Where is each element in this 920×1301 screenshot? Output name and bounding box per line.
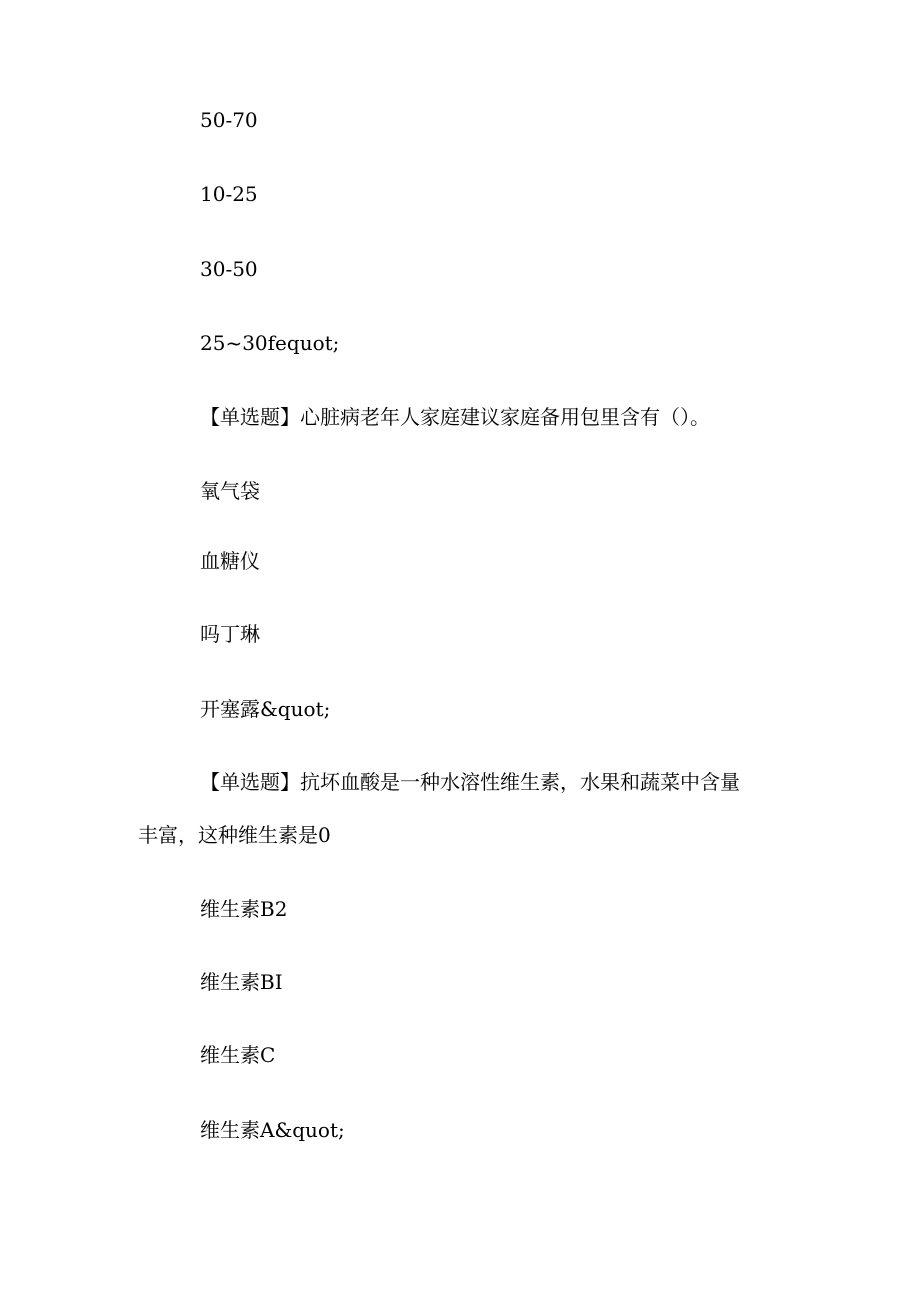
option-text: 血糖仪 (200, 549, 260, 573)
question-text: 【单选题】心脏病老年人家庭建议家庭备用包里含有（）。 (200, 405, 710, 429)
option-text: 氧气袋 (200, 479, 260, 503)
option-text: 30-50 (200, 257, 258, 281)
question-text-continued: 丰富，这种维生素是0 (138, 823, 331, 847)
option-text: 维生素C (200, 1043, 276, 1067)
option-text: 50-70 (200, 108, 258, 132)
question-text: 【单选题】抗坏血酸是一种水溶性维生素，水果和蔬菜中含量 (200, 770, 740, 794)
option-text: 10-25 (200, 182, 258, 206)
option-text: 25~30fequot; (200, 331, 340, 355)
option-text: 吗丁琳 (200, 622, 260, 646)
option-text: 维生素A&quot; (200, 1118, 345, 1142)
option-text: 开塞露&quot; (200, 697, 331, 721)
option-text: 维生素B2 (200, 897, 288, 921)
option-text: 维生素BI (200, 970, 283, 994)
